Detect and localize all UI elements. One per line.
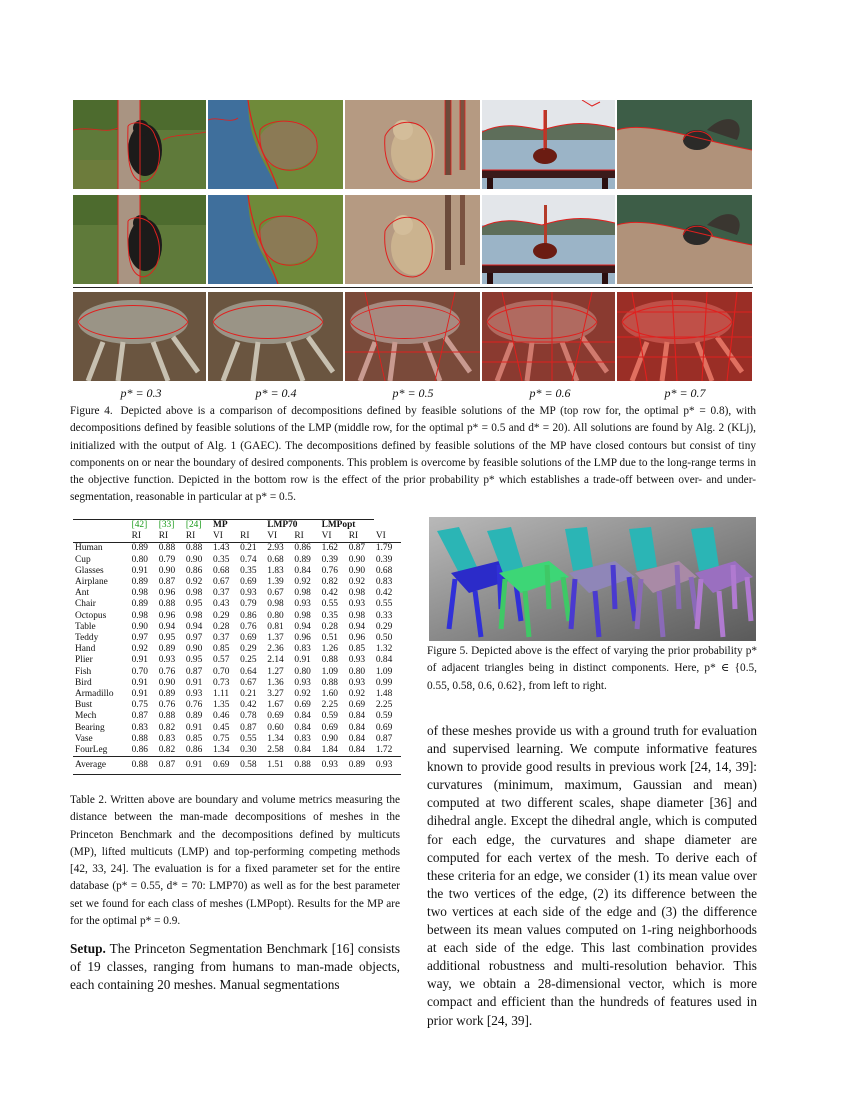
table-cell: 0.76: [240, 621, 257, 632]
fig4-sweep-image-2: [208, 292, 343, 381]
table-row-label: Cup: [75, 554, 91, 565]
table-cell: 0.99: [375, 677, 393, 688]
figure4-caption: [70, 403, 756, 507]
table-sub-header: RI: [238, 531, 265, 543]
table-cell: 0.95: [185, 655, 203, 666]
figure-row-separator: [73, 287, 753, 288]
table-row-label: Bird: [75, 677, 92, 688]
table-cell: 0.96: [158, 610, 176, 621]
table-cell: 2.36: [267, 644, 284, 655]
table-cell: 0.94: [185, 621, 203, 632]
table-cell: 0.39: [321, 554, 338, 565]
table-sub-header: RI: [184, 531, 211, 543]
fig4-lmp-lioness: [345, 195, 480, 284]
table-cell: 0.94: [294, 621, 311, 632]
table-row: [73, 543, 401, 555]
table-cell: 0.91: [131, 689, 148, 700]
table-cell: 2.25: [321, 700, 338, 711]
table-cell: 1.09: [375, 666, 393, 677]
setup-heading: Setup.: [70, 941, 106, 956]
table-cell: 0.98: [185, 588, 203, 599]
table-cell: 0.94: [158, 621, 176, 632]
table-cell: 0.21: [240, 543, 257, 554]
p-label-5: p* = 0.7: [664, 386, 706, 400]
table-cell: 0.42: [240, 700, 257, 711]
table-cell: 0.29: [213, 610, 230, 621]
table-cell: 0.89: [158, 689, 176, 700]
table-cell: 0.37: [213, 633, 230, 644]
table-cell: 0.98: [294, 588, 311, 599]
table-cell: 1.35: [213, 700, 230, 711]
table-cell: 0.55: [240, 733, 257, 744]
table-cell: 0.96: [348, 633, 366, 644]
table-group-header: [24]: [184, 520, 211, 532]
table-cell: 0.79: [240, 599, 257, 610]
table-group-header: LMP70: [265, 520, 319, 532]
table-row-label: Bearing: [75, 722, 105, 733]
table-cell: 0.93: [158, 655, 176, 666]
table-row: [73, 689, 401, 700]
table-cell: 0.69: [348, 700, 366, 711]
table-cell: 0.35: [240, 565, 257, 576]
table-cell: 0.83: [294, 644, 311, 655]
table-cell: 0.46: [213, 711, 230, 722]
table-cell: 0.86: [185, 745, 203, 756]
table-cell: 0.60: [267, 722, 284, 733]
table-cell: 0.90: [185, 644, 203, 655]
table-cell: 0.87: [158, 577, 176, 588]
table-cell: 0.91: [184, 757, 211, 775]
table-row: [73, 745, 401, 757]
table-cell: 0.73: [213, 677, 230, 688]
table-cell: 0.89: [347, 757, 374, 775]
table2-caption: Table 2. Written above are boundary and volume metrics measuring the distance between the man-made decompositions of meshes in the Princeton Benchmark and the decompositions defined by multicuts (MP), lifted multicuts (LMP) and top-performing competing methods [42, 33, 24]. The evaluation is for a fixed parameter set for the entire database (p* = 0.55, d* = 70: LMP70) as well as for the best parameter set we found for each class of meshes (LMPopt). Results for the MP are for the optimal p* = 0.9.: [70, 794, 400, 928]
table-row: [73, 644, 401, 655]
table-row-label: Average: [73, 757, 130, 775]
table-cell: 1.60: [321, 689, 338, 700]
table-cell: 2.93: [267, 543, 284, 554]
table-average-row: [73, 757, 401, 775]
figure5-chairs-image: [429, 517, 756, 641]
table-cell: 1.32: [375, 644, 393, 655]
table-cell: 0.42: [375, 588, 393, 599]
table-cell: 0.86: [131, 745, 148, 756]
figure5-caption: Figure 5. Depicted above is the effect of varying the prior probability p* of adjacent triangles being in distinct components. Here, p* ∈ {0.5, 0.55, 0.58, 0.6, 0.62}, from left to right.: [427, 645, 757, 692]
table-cell: 0.37: [213, 588, 230, 599]
table-cell: 0.98: [131, 588, 148, 599]
table-cell: 0.69: [240, 577, 257, 588]
figure4-caption-label: Figure 4.: [70, 405, 113, 417]
table-cell: 0.93: [240, 588, 257, 599]
table-cell: 1.11: [213, 689, 230, 700]
table-cell: 0.93: [374, 757, 401, 775]
table-cell: 0.76: [321, 565, 338, 576]
table-cell: 0.87: [348, 543, 366, 554]
table-cell: 0.50: [375, 633, 393, 644]
table-sub-header: VI: [265, 531, 292, 543]
table-cell: 0.67: [240, 677, 257, 688]
table-cell: 0.78: [240, 711, 257, 722]
table-row-label: Airplane: [75, 577, 108, 588]
table-group-header: [42]: [130, 520, 157, 532]
table-cell: 0.86: [185, 565, 203, 576]
p-label-2: p* = 0.4: [255, 386, 297, 400]
table-group-header: LMPopt: [320, 520, 374, 532]
table-cell: 0.43: [213, 599, 230, 610]
table-cell: 1.34: [267, 733, 284, 744]
table-cell: 0.35: [213, 554, 230, 565]
table-cell: 0.70: [131, 666, 148, 677]
table-cell: 0.39: [375, 554, 393, 565]
table-cell: 0.75: [131, 700, 148, 711]
table-cell: 0.30: [240, 745, 257, 756]
table-cell: 0.90: [158, 677, 176, 688]
table-cell: 0.80: [131, 554, 148, 565]
table-cell: 0.88: [321, 677, 338, 688]
table-cell: 0.97: [185, 633, 203, 644]
table-cell: 0.91: [131, 565, 148, 576]
table-cell: 0.83: [375, 577, 393, 588]
table-cell: 0.21: [240, 689, 257, 700]
table-cell: 0.98: [294, 610, 311, 621]
table-cell: 0.87: [131, 711, 148, 722]
table-cell: 0.95: [185, 599, 203, 610]
table-group-header: [33]: [157, 520, 184, 532]
setup-text: The Princeton Segmentation Benchmark [16] consists of 19 classes, ranging from humans to man-made objects, each containing 20 meshes. Manual segmentations: [70, 941, 400, 993]
table-cell: 0.88: [130, 757, 157, 775]
table-cell: 0.89: [294, 554, 311, 565]
table-cell: 0.69: [375, 722, 393, 733]
table-cell: 0.79: [158, 554, 176, 565]
table-row-label: Mech: [75, 711, 97, 722]
table-cell: 0.58: [238, 757, 265, 775]
table-cell: 0.85: [348, 644, 366, 655]
table-cell: 1.34: [213, 745, 230, 756]
table-sub-header: VI: [320, 531, 347, 543]
table-row: [73, 655, 401, 666]
table-group-header-row: [73, 520, 401, 532]
table-corner-cell: [73, 531, 130, 543]
table-cell: 0.84: [348, 733, 366, 744]
table-sub-header: RI: [157, 531, 184, 543]
table-cell: 0.69: [240, 633, 257, 644]
table-cell: 0.59: [375, 711, 393, 722]
table-cell: 0.92: [294, 689, 311, 700]
table-cell: 0.80: [348, 666, 366, 677]
table-cell: 0.29: [375, 621, 393, 632]
table-cell: 0.88: [131, 733, 148, 744]
table-cell: 0.68: [213, 565, 230, 576]
table-cell: 0.76: [158, 700, 176, 711]
table-cell: 0.88: [158, 543, 176, 554]
fig4-mp-temple: [482, 100, 615, 189]
table-cell: 0.91: [131, 677, 148, 688]
table-cell: 0.93: [348, 677, 366, 688]
table-cell: 0.97: [131, 633, 148, 644]
fig4-sweep-image-3: [345, 292, 480, 381]
table-cell: 0.84: [294, 711, 311, 722]
table-cell: 1.48: [375, 689, 393, 700]
table-cell: 0.88: [185, 543, 203, 554]
fig4-lmp-bison: [208, 195, 343, 284]
table-cell: 1.36: [267, 677, 284, 688]
table-cell: 0.84: [294, 565, 311, 576]
table-sub-header: VI: [374, 531, 401, 543]
table-sub-header: RI: [130, 531, 157, 543]
p-label-1: p* = 0.3: [120, 386, 162, 400]
table-cell: 0.84: [294, 722, 311, 733]
table-cell: 0.74: [240, 554, 257, 565]
table-cell: 0.88: [158, 599, 176, 610]
table-cell: 0.95: [158, 633, 176, 644]
table-cell: 0.64: [240, 666, 257, 677]
table-cell: 0.98: [348, 610, 366, 621]
table-cell: 0.33: [375, 610, 393, 621]
table-row: [73, 611, 401, 622]
table-row-label: Vase: [75, 733, 93, 744]
table-cell: 1.83: [267, 565, 284, 576]
table-cell: 0.93: [348, 599, 366, 610]
table-cell: 0.90: [321, 733, 338, 744]
fig4-sweep-image-1: [73, 292, 206, 381]
table-row: [73, 622, 401, 633]
table-cell: 0.91: [185, 722, 203, 733]
table-cell: 0.83: [131, 722, 148, 733]
table-cell: 1.51: [265, 757, 292, 775]
table-row: [73, 577, 401, 588]
table-cell: 0.92: [294, 577, 311, 588]
table-cell: 0.55: [375, 599, 393, 610]
table-row: [73, 566, 401, 577]
table-sub-header: RI: [292, 531, 319, 543]
table-cell: 0.90: [131, 621, 148, 632]
table-cell: 0.84: [348, 722, 366, 733]
figure4-caption-text: Depicted above is a comparison of decompositions defined by feasible solutions of the MP (top row for, the optimal p* = 0.8), with decompositions defined by feasible solutions of the LMP (middle row, for the optimal p* = 0.5 and d* = 20). All solutions are found by Alg. 2 (KLj), initialized with the output of Alg. 1 (GAEC). The decompositions defined by feasible solutions of the MP have closed contours but consist of tiny components on or near the boundary of desired components. This problem is overcome by feasible solutions of the LMP due to the long-range terms in the objective function. Depicted in the bottom row is the effect of the prior probability p* which establishes a trade-off between over- and under-segmentation, reasonable in particular at p* = 0.5.: [70, 405, 757, 504]
table-cell: 0.92: [185, 577, 203, 588]
table-cell: 1.84: [321, 745, 338, 756]
fig4-mp-squirrel: [617, 100, 752, 189]
table-sub-header-row: [73, 531, 401, 543]
table-cell: 0.84: [348, 711, 366, 722]
table-cell: 0.75: [213, 733, 230, 744]
table-row: [73, 711, 401, 722]
table-cell: 0.80: [294, 666, 311, 677]
table-cell: 2.58: [267, 745, 284, 756]
table-cell: 0.80: [267, 610, 284, 621]
table-row: [73, 700, 401, 711]
table-cell: 0.90: [185, 554, 203, 565]
table-cell: 0.90: [348, 554, 366, 565]
fig4-sweep-image-5: [617, 292, 752, 381]
table-cell: 0.76: [158, 666, 176, 677]
table-cell: 0.55: [321, 599, 338, 610]
table-cell: 0.83: [158, 733, 176, 744]
fig4-sweep-image-4: [482, 292, 615, 381]
table-cell: 2.25: [375, 700, 393, 711]
table-row: [73, 599, 401, 610]
table-cell: 0.90: [348, 565, 366, 576]
table-cell: 1.39: [267, 577, 284, 588]
table-cell: 0.91: [294, 655, 311, 666]
table-row-label: Octopus: [75, 610, 107, 621]
table-cell: 0.93: [320, 757, 347, 775]
table-cell: 0.87: [185, 666, 203, 677]
table-row-label: Plier: [75, 655, 93, 666]
table-row-label: Ant: [75, 588, 90, 599]
table-cell: 0.88: [292, 757, 319, 775]
table-cell: 1.09: [321, 666, 338, 677]
fig4-mp-lioness: [345, 100, 480, 189]
table-row-label: Bust: [75, 700, 93, 711]
table-cell: 0.45: [213, 722, 230, 733]
table-cell: 2.14: [267, 655, 284, 666]
table-cell: 1.72: [375, 745, 393, 756]
table-cell: 0.87: [157, 757, 184, 775]
table-cell: 0.94: [348, 621, 366, 632]
table-cell: 0.59: [321, 711, 338, 722]
table-cell: 0.86: [240, 610, 257, 621]
table-cell: 1.67: [267, 700, 284, 711]
table-cell: 0.42: [321, 588, 338, 599]
table-row-label: Teddy: [75, 633, 99, 644]
table-row-label: Glasses: [75, 565, 104, 576]
table-cell: 0.89: [158, 644, 176, 655]
table-cell: 1.37: [267, 633, 284, 644]
table-cell: 0.92: [131, 644, 148, 655]
table-cell: 0.88: [158, 711, 176, 722]
table-cell: 0.82: [158, 745, 176, 756]
table-cell: 0.67: [267, 588, 284, 599]
table-cell: 0.70: [213, 666, 230, 677]
table-row-label: Table: [75, 621, 96, 632]
table-cell: 0.84: [375, 655, 393, 666]
table-cell: 0.96: [294, 633, 311, 644]
table-cell: 1.79: [375, 543, 393, 554]
table-cell: 0.69: [267, 711, 284, 722]
table-cell: 0.67: [213, 577, 230, 588]
table-cell: 0.35: [321, 610, 338, 621]
table-cell: 0.85: [185, 733, 203, 744]
table-cell: 1.27: [267, 666, 284, 677]
table2: [73, 519, 401, 775]
table-cell: 0.69: [321, 722, 338, 733]
table-row-label: Fish: [75, 666, 92, 677]
table-cell: 0.89: [185, 711, 203, 722]
fig4-lmp-temple: [482, 195, 615, 284]
table-row: [73, 555, 401, 566]
table-cell: 0.28: [213, 621, 230, 632]
setup-paragraph: [70, 940, 400, 994]
table-cell: 0.69: [294, 700, 311, 711]
table-cell: 0.88: [321, 655, 338, 666]
table-cell: 0.91: [131, 655, 148, 666]
features-paragraph: of these meshes provide us with a ground truth for evaluation and supervised learning. We compute informative features known to provide good results in previous work [24, 14, 39]: curvatures (minimum, maximum, Gaussian and mean) computed at two different scales, shape diameter [36] and dihedral angle. Except the dihedral angle, which is computed for each edge, the curvatures and shape diameter are computed for each vertex of the mesh. To derive each of these criteria for an edge, we consider (1) its mean value over the two vertices of the edge, (2) its difference between the two vertices at each side of the edge and (3) the difference between its mean values computed on 1-ring neighborhoods at each side of the edge. This last combination provides additional robustness and multi-resolution behavior. This way, we obtain a 28-dimensional vector, which is more compact and efficient than the hundreds of features used in prior work [24, 39].: [427, 723, 757, 1028]
table-cell: 0.92: [348, 577, 366, 588]
table-cell: 0.89: [131, 543, 148, 554]
table-cell: 0.87: [240, 722, 257, 733]
table-cell: 0.98: [348, 588, 366, 599]
table-cell: 0.76: [185, 700, 203, 711]
table-sub-header: RI: [347, 531, 374, 543]
p-label-4: p* = 0.6: [529, 386, 571, 400]
table-cell: 0.82: [321, 577, 338, 588]
table-cell: 0.93: [294, 677, 311, 688]
table-cell: 3.27: [267, 689, 284, 700]
table-cell: 0.98: [185, 610, 203, 621]
p-label-3: p* = 0.5: [392, 386, 434, 400]
fig4-lmp-bear: [73, 195, 206, 284]
table-cell: 0.98: [131, 610, 148, 621]
fig4-mp-bear: [73, 100, 206, 189]
table-cell: 0.28: [321, 621, 338, 632]
table-cell: 0.93: [348, 655, 366, 666]
table-cell: 0.82: [158, 722, 176, 733]
table-sub-header: VI: [211, 531, 238, 543]
table-cell: 0.57: [213, 655, 230, 666]
table-row: [73, 678, 401, 689]
table-cell: 0.91: [185, 677, 203, 688]
table-cell: 1.26: [321, 644, 338, 655]
table-cell: 0.93: [294, 599, 311, 610]
table-cell: 0.68: [375, 565, 393, 576]
table-row: [73, 667, 401, 678]
table-row-label: FourLeg: [75, 745, 108, 756]
table-cell: 0.29: [240, 644, 257, 655]
table-cell: 0.96: [158, 588, 176, 599]
table-cell: 0.51: [321, 633, 338, 644]
table-cell: 0.89: [131, 577, 148, 588]
table-cell: 0.93: [185, 689, 203, 700]
table-cell: 1.62: [321, 543, 338, 554]
table-cell: 0.81: [267, 621, 284, 632]
table-row-label: Chair: [75, 599, 96, 610]
table-row: [73, 723, 401, 734]
table-cell: 0.87: [375, 733, 393, 744]
table-corner-cell: [73, 520, 130, 532]
table-cell: 0.84: [348, 745, 366, 756]
table-row: [73, 633, 401, 644]
table-group-header: MP: [211, 520, 265, 532]
table-cell: 0.89: [131, 599, 148, 610]
table-cell: 0.86: [294, 543, 311, 554]
table-cell: 0.25: [240, 655, 257, 666]
table-row-label: Human: [75, 543, 103, 554]
table-cell: 0.68: [267, 554, 284, 565]
table-row-label: Hand: [75, 644, 96, 655]
table-cell: 0.85: [213, 644, 230, 655]
table-cell: 0.92: [348, 689, 366, 700]
table-cell: 0.69: [211, 757, 238, 775]
table-cell: 0.83: [294, 733, 311, 744]
table-cell: 0.84: [294, 745, 311, 756]
table-row: [73, 734, 401, 745]
table-cell: 0.90: [158, 565, 176, 576]
fig4-lmp-squirrel: [617, 195, 752, 284]
fig4-mp-bison: [208, 100, 343, 189]
table-row-label: Armadillo: [75, 689, 114, 700]
table-row: [73, 588, 401, 599]
table-cell: 1.43: [213, 543, 230, 554]
table-cell: 0.98: [267, 599, 284, 610]
